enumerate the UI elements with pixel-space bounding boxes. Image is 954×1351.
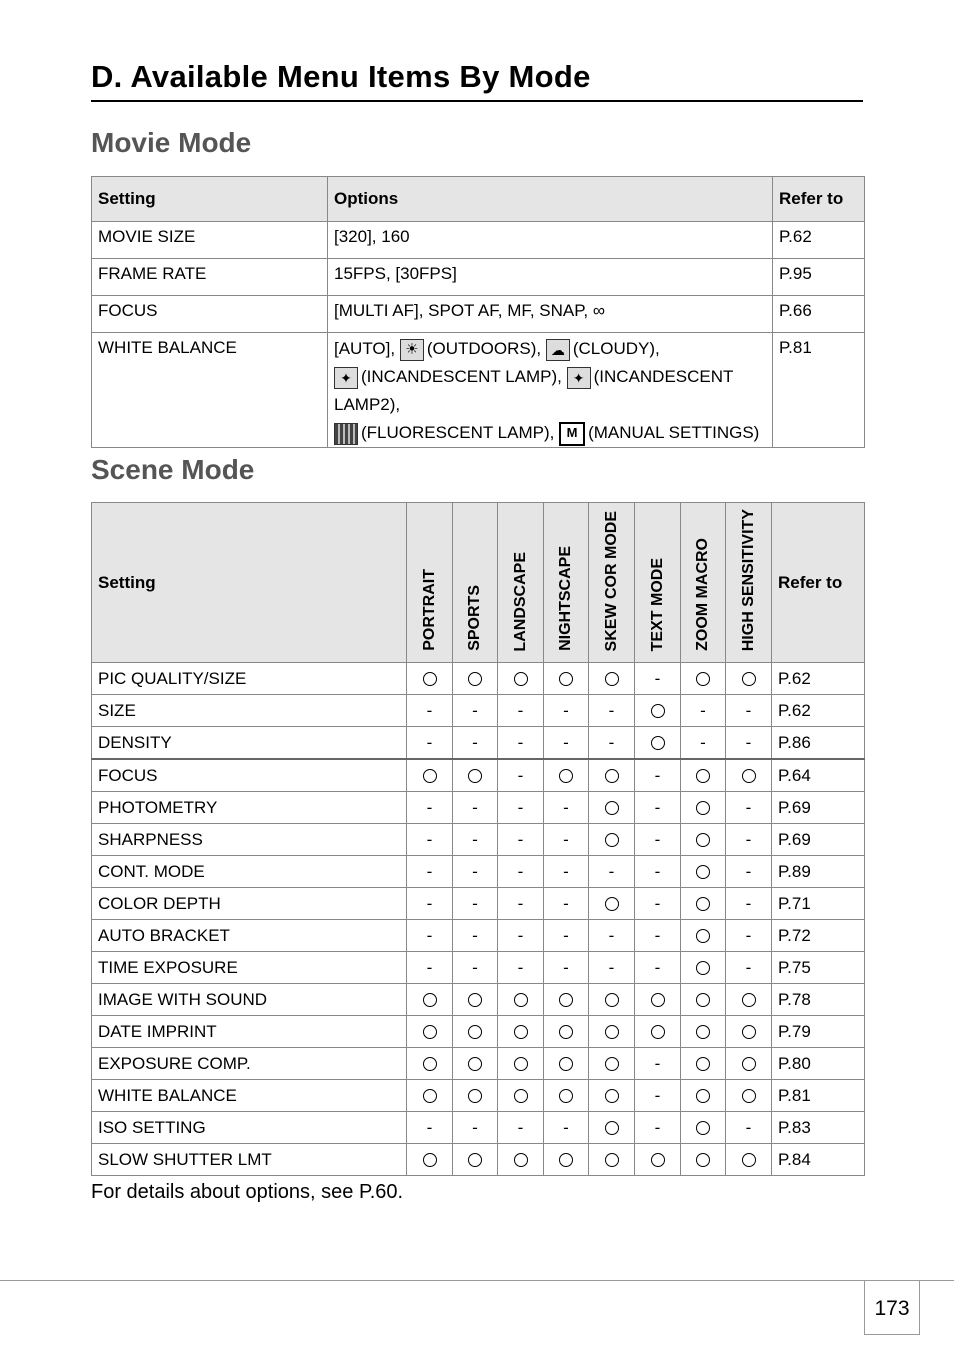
unavailable-cell: -: [453, 952, 498, 984]
available-cell: [407, 1080, 453, 1112]
available-cell: [635, 727, 681, 760]
circle-icon: [651, 993, 665, 1007]
available-cell: [681, 1080, 726, 1112]
setting-cell: AUTO BRACKET: [92, 920, 407, 952]
available-cell: [589, 1112, 635, 1144]
unavailable-cell: -: [498, 792, 544, 824]
available-cell: [544, 759, 589, 792]
circle-icon: [605, 1025, 619, 1039]
circle-icon: [742, 1057, 756, 1071]
header-setting: Setting: [92, 503, 407, 663]
table-row: [92, 824, 865, 856]
available-cell: [635, 984, 681, 1016]
circle-icon: [742, 993, 756, 1007]
unavailable-cell: -: [726, 824, 772, 856]
refer-to-cell: P.62: [772, 695, 865, 727]
available-cell: [726, 1048, 772, 1080]
setting-cell: FRAME RATE: [92, 259, 328, 296]
circle-icon: [468, 769, 482, 783]
options-cell: [320], 160: [328, 222, 773, 259]
header-refer-to: Refer to: [773, 177, 865, 222]
circle-icon: [468, 1057, 482, 1071]
circle-icon: [468, 672, 482, 686]
unavailable-cell: -: [589, 856, 635, 888]
setting-cell: SIZE: [92, 695, 407, 727]
unavailable-cell: -: [726, 888, 772, 920]
options-cell: 15FPS, [30FPS]: [328, 259, 773, 296]
unavailable-cell: -: [726, 920, 772, 952]
table-row: [92, 296, 865, 333]
available-cell: [407, 1144, 453, 1176]
circle-icon: [559, 1089, 573, 1103]
available-cell: [498, 984, 544, 1016]
setting-cell: MOVIE SIZE: [92, 222, 328, 259]
available-cell: [453, 984, 498, 1016]
circle-icon: [696, 801, 710, 815]
circle-icon: [696, 1089, 710, 1103]
unavailable-cell: -: [407, 824, 453, 856]
unavailable-cell: -: [635, 856, 681, 888]
header-mode: [407, 503, 453, 663]
setting-cell: WHITE BALANCE: [92, 333, 328, 448]
table-row: [92, 1144, 865, 1176]
mode-label: SPORTS: [466, 585, 483, 652]
available-cell: [589, 1048, 635, 1080]
unavailable-cell: -: [407, 952, 453, 984]
available-cell: [681, 920, 726, 952]
available-cell: [726, 1016, 772, 1048]
circle-icon: [696, 1153, 710, 1167]
header-mode: [681, 503, 726, 663]
circle-icon: [559, 672, 573, 686]
setting-cell: CONT. MODE: [92, 856, 407, 888]
footnote: For details about options, see P.60.: [91, 1181, 404, 1203]
setting-cell: COLOR DEPTH: [92, 888, 407, 920]
scene-mode-table: [91, 502, 865, 1176]
available-cell: [681, 663, 726, 695]
available-cell: [589, 984, 635, 1016]
available-cell: [589, 663, 635, 695]
table-row: [92, 727, 865, 760]
available-cell: [544, 1144, 589, 1176]
unavailable-cell: -: [726, 1112, 772, 1144]
circle-icon: [742, 672, 756, 686]
unavailable-cell: -: [726, 695, 772, 727]
incandescent-icon: ✦: [334, 367, 358, 389]
unavailable-cell: -: [498, 856, 544, 888]
table-row: [92, 1016, 865, 1048]
available-cell: [681, 824, 726, 856]
unavailable-cell: -: [589, 952, 635, 984]
circle-icon: [605, 1121, 619, 1135]
mode-label: NIGHTSCAPE: [557, 546, 574, 652]
available-cell: [453, 1048, 498, 1080]
unavailable-cell: -: [498, 824, 544, 856]
circle-icon: [468, 1153, 482, 1167]
circle-icon: [559, 993, 573, 1007]
refer-to-cell: P.84: [772, 1144, 865, 1176]
available-cell: [453, 759, 498, 792]
unavailable-cell: -: [498, 759, 544, 792]
unavailable-cell: -: [453, 920, 498, 952]
unavailable-cell: -: [544, 888, 589, 920]
refer-to-cell: P.69: [772, 792, 865, 824]
available-cell: [635, 1144, 681, 1176]
circle-icon: [696, 961, 710, 975]
unavailable-cell: -: [681, 727, 726, 760]
unavailable-cell: -: [635, 663, 681, 695]
mode-label: SKEW COR MODE: [602, 510, 620, 652]
circle-icon: [559, 1153, 573, 1167]
unavailable-cell: -: [544, 856, 589, 888]
circle-icon: [468, 1025, 482, 1039]
refer-to-cell: P.72: [772, 920, 865, 952]
circle-icon: [605, 1153, 619, 1167]
available-cell: [635, 1016, 681, 1048]
circle-icon: [559, 1057, 573, 1071]
unavailable-cell: -: [453, 888, 498, 920]
available-cell: [589, 1016, 635, 1048]
circle-icon: [559, 1025, 573, 1039]
available-cell: [544, 1016, 589, 1048]
available-cell: [407, 759, 453, 792]
unavailable-cell: -: [635, 1048, 681, 1080]
available-cell: [498, 1048, 544, 1080]
scene-mode-heading: Scene Mode: [91, 454, 255, 485]
setting-cell: DATE IMPRINT: [92, 1016, 407, 1048]
available-cell: [589, 1080, 635, 1112]
available-cell: [453, 1016, 498, 1048]
refer-to-cell: P.81: [772, 1080, 865, 1112]
setting-cell: ISO SETTING: [92, 1112, 407, 1144]
available-cell: [407, 1048, 453, 1080]
available-cell: [589, 824, 635, 856]
refer-to-cell: P.71: [772, 888, 865, 920]
unavailable-cell: -: [544, 1112, 589, 1144]
circle-icon: [605, 1089, 619, 1103]
setting-cell: PHOTOMETRY: [92, 792, 407, 824]
circle-icon: [423, 769, 437, 783]
circle-icon: [696, 1025, 710, 1039]
unavailable-cell: -: [544, 920, 589, 952]
refer-to-cell: P.79: [772, 1016, 865, 1048]
available-cell: [681, 759, 726, 792]
unavailable-cell: -: [407, 1112, 453, 1144]
unavailable-cell: -: [407, 792, 453, 824]
available-cell: [681, 952, 726, 984]
unavailable-cell: -: [453, 856, 498, 888]
available-cell: [453, 1144, 498, 1176]
circle-icon: [514, 1089, 528, 1103]
circle-icon: [468, 993, 482, 1007]
setting-cell: WHITE BALANCE: [92, 1080, 407, 1112]
circle-icon: [514, 993, 528, 1007]
table-row: [92, 792, 865, 824]
refer-to-cell: P.80: [772, 1048, 865, 1080]
unavailable-cell: -: [589, 727, 635, 760]
refer-to-cell: P.89: [772, 856, 865, 888]
available-cell: [544, 984, 589, 1016]
unavailable-cell: -: [498, 1112, 544, 1144]
setting-cell: TIME EXPOSURE: [92, 952, 407, 984]
incandescent2-icon: ✦: [567, 367, 591, 389]
header-mode: [544, 503, 589, 663]
unavailable-cell: -: [635, 952, 681, 984]
available-cell: [453, 1080, 498, 1112]
unavailable-cell: -: [407, 856, 453, 888]
table-row: [92, 984, 865, 1016]
available-cell: [407, 984, 453, 1016]
circle-icon: [423, 993, 437, 1007]
available-cell: [589, 1144, 635, 1176]
table-row: [92, 1080, 865, 1112]
page-number: 173: [864, 1281, 920, 1335]
available-cell: [498, 1080, 544, 1112]
mode-label: ZOOM MACRO: [694, 538, 711, 652]
header-mode: [635, 503, 681, 663]
circle-icon: [696, 769, 710, 783]
circle-icon: [605, 672, 619, 686]
setting-cell: IMAGE WITH SOUND: [92, 984, 407, 1016]
circle-icon: [742, 769, 756, 783]
unavailable-cell: -: [453, 824, 498, 856]
refer-to-cell: P.75: [772, 952, 865, 984]
available-cell: [726, 984, 772, 1016]
manual-icon: M: [559, 422, 585, 446]
unavailable-cell: -: [453, 792, 498, 824]
unavailable-cell: -: [726, 727, 772, 760]
available-cell: [498, 663, 544, 695]
available-cell: [498, 1144, 544, 1176]
fluorescent-icon: [334, 423, 358, 445]
header-refer-to: Refer to: [772, 503, 865, 663]
available-cell: [407, 663, 453, 695]
refer-to-cell: P.95: [773, 259, 865, 296]
refer-to-cell: P.69: [772, 824, 865, 856]
cloud-icon: ☁: [546, 339, 570, 361]
unavailable-cell: -: [498, 888, 544, 920]
circle-icon: [651, 736, 665, 750]
available-cell: [681, 1048, 726, 1080]
header-options: Options: [328, 177, 773, 222]
available-cell: [589, 888, 635, 920]
unavailable-cell: -: [544, 824, 589, 856]
mode-label: PORTRAIT: [420, 569, 438, 652]
available-cell: [407, 1016, 453, 1048]
refer-to-cell: P.62: [772, 663, 865, 695]
table-row: [92, 259, 865, 296]
available-cell: [726, 663, 772, 695]
available-cell: [498, 1016, 544, 1048]
circle-icon: [514, 1153, 528, 1167]
unavailable-cell: -: [544, 695, 589, 727]
available-cell: [681, 888, 726, 920]
refer-to-cell: P.64: [772, 759, 865, 792]
setting-cell: FOCUS: [92, 296, 328, 333]
circle-icon: [514, 672, 528, 686]
circle-icon: [696, 897, 710, 911]
unavailable-cell: -: [726, 952, 772, 984]
circle-icon: [423, 1089, 437, 1103]
table-row: [92, 759, 865, 792]
unavailable-cell: -: [589, 920, 635, 952]
available-cell: [726, 759, 772, 792]
table-row: [92, 952, 865, 984]
header-mode: [453, 503, 498, 663]
unavailable-cell: -: [498, 952, 544, 984]
header-setting: Setting: [92, 177, 328, 222]
refer-to-cell: P.81: [773, 333, 865, 448]
unavailable-cell: -: [544, 792, 589, 824]
refer-to-cell: P.83: [772, 1112, 865, 1144]
table-row: [92, 1048, 865, 1080]
header-mode: [726, 503, 772, 663]
table-row: [92, 663, 865, 695]
setting-cell: SLOW SHUTTER LMT: [92, 1144, 407, 1176]
available-cell: [635, 695, 681, 727]
setting-cell: SHARPNESS: [92, 824, 407, 856]
table-row: [92, 333, 865, 448]
table-row: [92, 1112, 865, 1144]
circle-icon: [696, 1121, 710, 1135]
refer-to-cell: P.62: [773, 222, 865, 259]
circle-icon: [651, 704, 665, 718]
available-cell: [681, 856, 726, 888]
available-cell: [726, 1080, 772, 1112]
table-row: [92, 856, 865, 888]
unavailable-cell: -: [635, 1112, 681, 1144]
circle-icon: [605, 1057, 619, 1071]
setting-cell: FOCUS: [92, 759, 407, 792]
page-title: D. Available Menu Items By Mode: [91, 58, 863, 102]
unavailable-cell: -: [453, 1112, 498, 1144]
unavailable-cell: -: [726, 856, 772, 888]
circle-icon: [605, 769, 619, 783]
available-cell: [681, 984, 726, 1016]
options-cell: [MULTI AF], SPOT AF, MF, SNAP, ∞: [328, 296, 773, 333]
unavailable-cell: -: [453, 695, 498, 727]
setting-cell: EXPOSURE COMP.: [92, 1048, 407, 1080]
circle-icon: [742, 1153, 756, 1167]
refer-to-cell: P.86: [772, 727, 865, 760]
footer-divider: [0, 1280, 954, 1281]
available-cell: [681, 792, 726, 824]
circle-icon: [514, 1057, 528, 1071]
refer-to-cell: P.78: [772, 984, 865, 1016]
refer-to-cell: P.66: [773, 296, 865, 333]
unavailable-cell: -: [498, 695, 544, 727]
table-row: [92, 920, 865, 952]
unavailable-cell: -: [407, 920, 453, 952]
mode-label: LANDSCAPE: [511, 551, 529, 652]
circle-icon: [605, 833, 619, 847]
mode-label: HIGH SENSITIVITY: [739, 509, 757, 652]
circle-icon: [605, 897, 619, 911]
movie-mode-table: [91, 176, 865, 448]
options-cell: [AUTO], ☀ (OUTDOORS), ☁ (CLOUDY), ✦ (INCANDESCENT LAMP), ✦ (INCANDESCENT LAMP2), (FLUORESCENT LAMP), M (MANUAL SETTINGS): [328, 333, 773, 448]
header-mode: [498, 503, 544, 663]
unavailable-cell: -: [453, 727, 498, 760]
available-cell: [453, 663, 498, 695]
circle-icon: [423, 1153, 437, 1167]
available-cell: [589, 759, 635, 792]
available-cell: [589, 792, 635, 824]
circle-icon: [696, 672, 710, 686]
unavailable-cell: -: [726, 792, 772, 824]
unavailable-cell: -: [635, 1080, 681, 1112]
sun-icon: ☀: [400, 339, 424, 361]
available-cell: [681, 1016, 726, 1048]
unavailable-cell: -: [589, 695, 635, 727]
circle-icon: [696, 1057, 710, 1071]
table-row: [92, 695, 865, 727]
circle-icon: [696, 833, 710, 847]
available-cell: [544, 663, 589, 695]
unavailable-cell: -: [635, 759, 681, 792]
circle-icon: [651, 1025, 665, 1039]
circle-icon: [559, 769, 573, 783]
circle-icon: [423, 1057, 437, 1071]
header-mode: [589, 503, 635, 663]
circle-icon: [423, 1025, 437, 1039]
circle-icon: [696, 865, 710, 879]
unavailable-cell: -: [681, 695, 726, 727]
circle-icon: [742, 1089, 756, 1103]
unavailable-cell: -: [544, 952, 589, 984]
setting-cell: DENSITY: [92, 727, 407, 760]
circle-icon: [605, 993, 619, 1007]
setting-cell: PIC QUALITY/SIZE: [92, 663, 407, 695]
circle-icon: [423, 672, 437, 686]
circle-icon: [696, 929, 710, 943]
table-row: [92, 888, 865, 920]
unavailable-cell: -: [635, 888, 681, 920]
unavailable-cell: -: [407, 695, 453, 727]
circle-icon: [514, 1025, 528, 1039]
unavailable-cell: -: [635, 920, 681, 952]
mode-label: TEXT MODE: [648, 557, 666, 652]
circle-icon: [696, 993, 710, 1007]
unavailable-cell: -: [407, 727, 453, 760]
circle-icon: [605, 801, 619, 815]
movie-mode-heading: Movie Mode: [91, 127, 252, 158]
circle-icon: [468, 1089, 482, 1103]
available-cell: [681, 1112, 726, 1144]
unavailable-cell: -: [635, 792, 681, 824]
unavailable-cell: -: [407, 888, 453, 920]
available-cell: [681, 1144, 726, 1176]
available-cell: [544, 1080, 589, 1112]
table-row: [92, 222, 865, 259]
unavailable-cell: -: [544, 727, 589, 760]
available-cell: [544, 1048, 589, 1080]
unavailable-cell: -: [498, 727, 544, 760]
unavailable-cell: -: [498, 920, 544, 952]
unavailable-cell: -: [635, 824, 681, 856]
circle-icon: [651, 1153, 665, 1167]
available-cell: [726, 1144, 772, 1176]
circle-icon: [742, 1025, 756, 1039]
